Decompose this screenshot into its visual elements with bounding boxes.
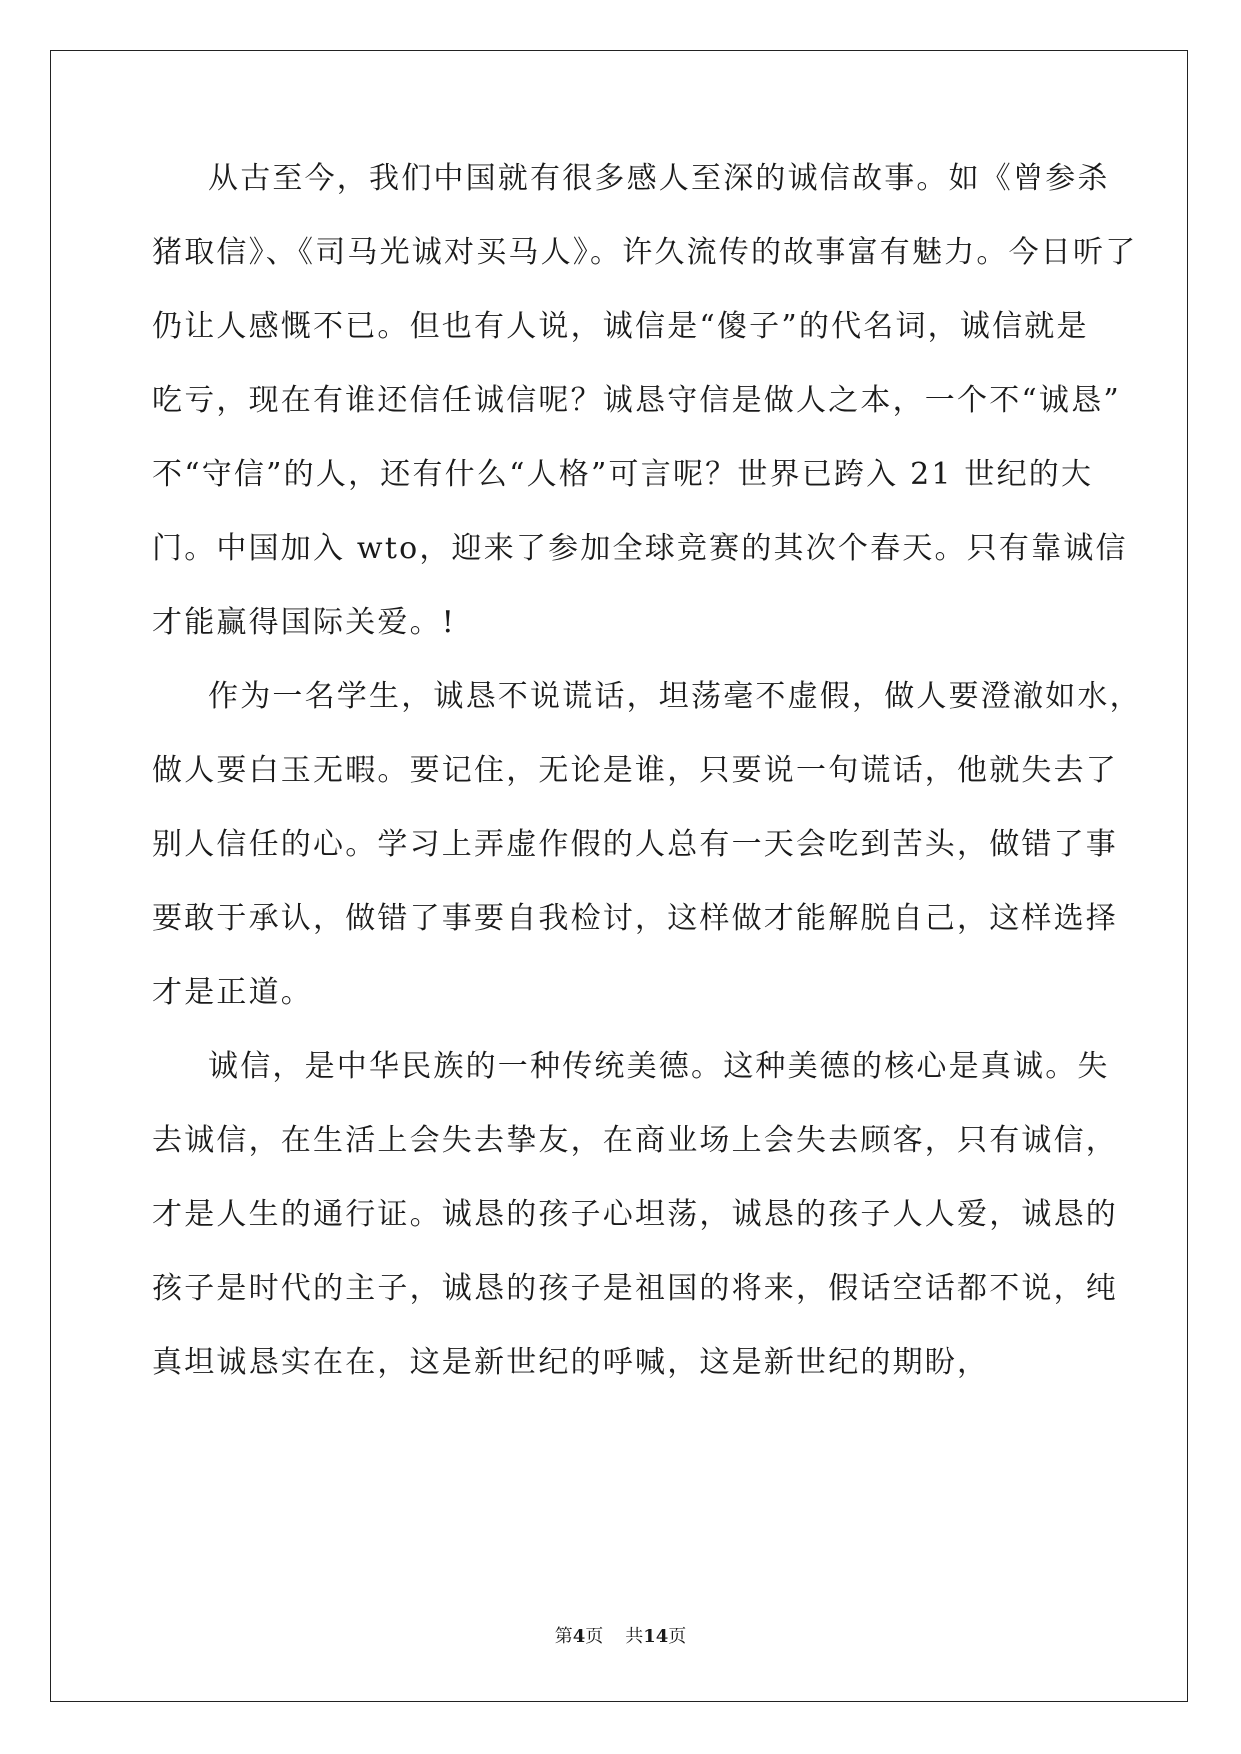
total-pages: 14 (643, 1626, 669, 1647)
paragraph-2-line-1: 作为一名学生，诚恳不说谎话，坦荡毫不虚假，做人要澄澈如水， (208, 679, 1142, 714)
footer-page-suffix: 页 (585, 1626, 604, 1647)
paragraph-1-line-2: 猪取信》、《司马光诚对买马人》。许久流传的故事富有魅力。今日听了 (152, 235, 1138, 270)
paragraph-2-line-5: 才是正道。 (152, 975, 313, 1010)
paragraph-2-line-3: 别人信任的心。学习上弄虚作假的人总有一天会吃到苦头，做错了事 (152, 827, 1118, 862)
paragraph-1-line-4: 吃亏，现在有谁还信任诚信呢？诚恳守信是做人之本，一个不“诚恳” (152, 383, 1121, 418)
footer-total-suffix: 页 (668, 1626, 687, 1647)
page-border (50, 50, 1188, 1702)
paragraph-3-line-1: 诚信，是中华民族的一种传统美德。这种美德的核心是真诚。失 (208, 1049, 1110, 1084)
paragraph-1-line-3: 仍让人感慨不已。但也有人说，诚信是“傻子”的代名词，诚信就是 (152, 309, 1089, 344)
paragraph-1-line-5: 不“守信”的人，还有什么“人格”可言呢？世界已跨入 21 世纪的大 (152, 457, 1094, 492)
paragraph-1-line-1: 从古至今，我们中国就有很多感人至深的诚信故事。如《曾参杀 (208, 161, 1110, 196)
paragraph-1-line-6: 门。中国加入 wto，迎来了参加全球竞赛的其次个春天。只有靠诚信 (152, 531, 1128, 566)
paragraph-3-line-3: 才是人生的通行证。诚恳的孩子心坦荡，诚恳的孩子人人爱，诚恳的 (152, 1197, 1118, 1232)
paragraph-2-line-2: 做人要白玉无暇。要记住，无论是谁，只要说一句谎话，他就失去了 (152, 753, 1118, 788)
paragraph-3-line-4: 孩子是时代的主子，诚恳的孩子是祖国的将来，假话空话都不说，纯 (152, 1271, 1118, 1306)
paragraph-1-line-7: 才能赢得国际关爱。! (152, 605, 457, 640)
paragraph-3-line-5: 真坦诚恳实在在，这是新世纪的呼喊，这是新世纪的期盼， (152, 1345, 990, 1380)
footer-prefix: 第 (554, 1626, 573, 1647)
paragraph-3-line-2: 去诚信，在生活上会失去挚友，在商业场上会失去顾客，只有诚信， (152, 1123, 1118, 1158)
paragraph-2-line-4: 要敢于承认，做错了事要自我检讨，这样做才能解脱自己，这样选择 (152, 901, 1118, 936)
page-footer (0, 1625, 1241, 1649)
page-number: 4 (572, 1626, 586, 1647)
footer-total-prefix: 共 (625, 1626, 644, 1647)
